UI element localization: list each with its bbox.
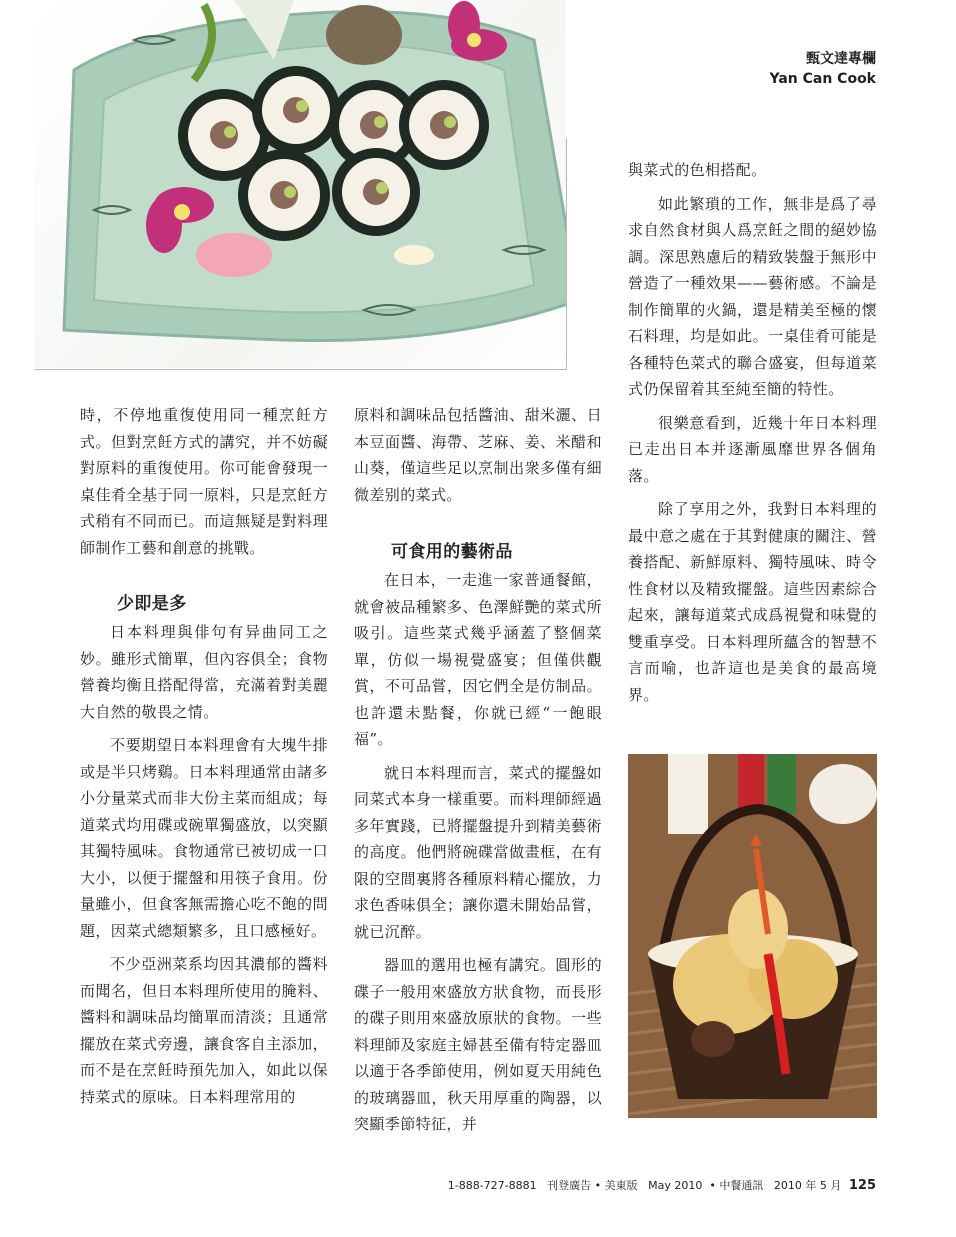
footer-publication: • 中餐通訊 — [709, 1179, 764, 1192]
page-footer — [448, 1178, 876, 1194]
sushi-illustration — [34, 0, 566, 368]
paragraph: 不少亞洲菜系均因其濃郁的醬料而聞名，但日本料理所使用的腌料、醬料和調味品均簡單而清淡；且通常擺放在菜式旁邊，讓食客自主添加，而不是在烹飪時預先加入，如此以保持菜式的原味。日本料理常用的 — [80, 955, 328, 1106]
paragraph: 就日本料理而言，菜式的擺盤如同菜式本身一樣重要。而料理師經過多年實踐，已將擺盤提升到精美藝術的高度。他們將碗碟當做畫框，在有限的空間裏將各種原料精心擺放，力求色香味俱全；讓你還未開始品嘗，就已沉醉。 — [354, 763, 602, 941]
paragraph: 在日本，一走進一家普通餐館，就會被品種繁多、色澤鮮艷的菜式所吸引。這些菜式幾乎涵蓋了整個菜單，仿似一場視覺盛宴；但僅供觀賞，不可品嘗，因它們全是仿制品。也許還未點餐，你就已經“一飽眼福”。 — [354, 571, 602, 748]
text-column-3 — [628, 157, 877, 708]
section-heading: 可食用的藝術品 — [391, 542, 513, 562]
footer-date-en: May 2010 — [648, 1179, 703, 1192]
paragraph: 除了享用之外，我對日本料理的最中意之處在于其對健康的關注、營養搭配、新鮮原料、獨特風味、時令性食材以及精致擺盤。這些因素綜合起來，讓每道菜式成爲視覺和味覺的雙重享受。日本料理所蘊含的智慧不言而喻，也許這也是美食的最高境界。 — [628, 500, 877, 704]
text-column-1 — [80, 402, 328, 1110]
column-title: 甄文達專欄 — [806, 51, 876, 67]
sushi-photo — [34, 0, 566, 368]
footer-ad: 刊登廣告 • 美東版 — [547, 1179, 638, 1192]
paragraph: 時，不停地重復使用同一種烹飪方式。但對烹飪方式的講究，并不妨礙對原料的重復使用。你可能會發現一桌佳肴全基于同一原料，只是烹飪方式稍有不同而已。而這無疑是對料理師制作工藝和創意的挑戰。 — [80, 406, 328, 557]
tempura-illustration — [628, 754, 877, 1118]
paragraph: 與菜式的色相搭配。 — [628, 161, 767, 179]
footer-phone: 1-888-727-8881 — [447, 1179, 537, 1192]
section-heading: 少即是多 — [117, 594, 187, 614]
paragraph: 不要期望日本料理會有大塊牛排或是半只烤鷄。日本料理通常由諸多小分量菜式而非大份主菜而組成；每道菜式均用碟或碗單獨盛放，以突顯其獨特風味。食物通常已被切成一口大小，以便于擺盤和用筷子食用。份量雖小，但食客無需擔心吃不飽的問題，因菜式總類繁多，且口感極好。 — [80, 736, 328, 940]
photo-right-border — [566, 138, 567, 370]
photo-bottom-border — [34, 369, 566, 370]
text-column-2 — [354, 402, 602, 1138]
tempura-photo — [628, 754, 877, 1118]
paragraph: 如此繁瑣的工作，無非是爲了尋求自然食材與人爲烹飪之間的絕妙協調。深思熟慮后的精致裝盤于無形中營造了一種效果——藝術感。不論是制作簡單的火鍋，還是精美至極的懷石料理，均是如此。一桌佳肴可能是各種特色菜式的聯合盛宴，但每道菜式仍保留着其至純至簡的特性。 — [628, 194, 877, 398]
column-header — [769, 49, 876, 89]
column-subtitle: Yan Can Cook — [769, 71, 876, 87]
paragraph: 原料和調味品包括醬油、甜米灑、日本豆面醬、海帶、芝麻、姜、米醋和山葵，僅這些足以烹制出衆多僅有細微差别的菜式。 — [354, 406, 602, 504]
page-number: 125 — [848, 1178, 876, 1193]
footer-date-zh: 2010 年 5 月 — [773, 1179, 842, 1192]
paragraph: 日本料理與俳句有异曲同工之妙。雖形式簡單，但內容俱全；食物營養均衡且搭配得當，充滿着對美麗大自然的敬畏之情。 — [80, 623, 328, 721]
paragraph: 很樂意看到，近幾十年日本料理已走出日本并逐漸風靡世界各個角落。 — [628, 413, 877, 485]
paragraph: 器皿的選用也極有講究。圓形的碟子一般用來盛放方狀食物，而長形的碟子則用來盛放原狀的食物。一些料理師及家庭主婦甚至備有特定器皿以適于各季節使用，例如夏天用純色的玻璃器皿，秋天用厚重的陶器，以突顯季節特征，并 — [354, 956, 602, 1133]
